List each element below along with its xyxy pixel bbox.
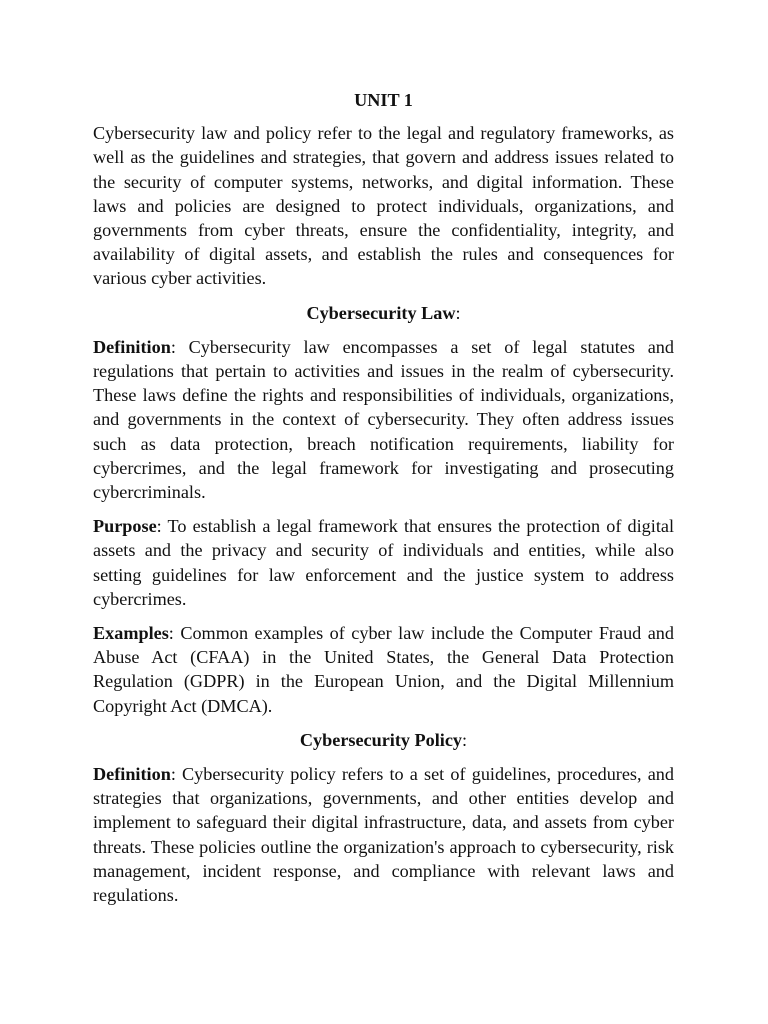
law-definition-paragraph [93, 335, 674, 504]
section-heading-law-label: Cybersecurity Law [306, 302, 456, 323]
document-page [93, 88, 674, 917]
law-definition-term: Definition [93, 336, 171, 357]
intro-paragraph: Cybersecurity law and policy refer to the legal and regulatory frameworks, as well as the guidelines and strategies, that govern and address issues related to the security of computer systems, networks, and digital information. These laws and policies are designed to protect individuals, organizations, and governments from cyber threats, ensure the confidentiality, integrity, and availability of digital assets, and establish the rules and consequences for various cyber activities. [93, 123, 674, 289]
law-definition-text: : Cybersecurity law encompasses a set of legal statutes and regulations that pertain to activities and issues in the realm of cybersecurity. These laws define the rights and responsibilities of individuals, organizations, and governments in the context of cybersecurity. They often address issues such as data protection, breach notification requirements, liability for cybercrimes, and the legal framework for investigating and prosecuting cybercriminals. [93, 336, 674, 503]
page-title: UNIT 1 [354, 90, 413, 110]
policy-definition-text: : Cybersecurity policy refers to a set of guidelines, procedures, and strategies that organizations, governments, and other entities develop and implement to safeguard their digital infrastructure, data, and assets from cyber threats. These policies outline the organization's approach to cybersecurity, risk management, incident response, and compliance with relevant laws and regulations. [93, 764, 674, 906]
policy-definition-term: Definition [93, 764, 171, 785]
section-heading-policy-label: Cybersecurity Policy [299, 729, 463, 750]
law-purpose-term: Purpose [93, 516, 157, 537]
law-examples-paragraph [93, 621, 674, 718]
law-purpose-text: : To establish a legal framework that ensures the protection of digital assets and the privacy and security of individuals and entities, while also setting guidelines for law enforcement and the justice system to address cybercrimes. [93, 516, 674, 609]
section-heading-law [93, 301, 674, 325]
section-heading-law-colon: : [455, 302, 461, 323]
law-examples-text: : Common examples of cyber law include the Computer Fraud and Abuse Act (CFAA) in the United States, the General Data Protection Regulation (GDPR) in the European Union, and the Digital Millennium Copyright Act (DMCA). [93, 623, 674, 716]
law-examples-term: Examples [93, 623, 169, 644]
law-purpose-paragraph [93, 514, 674, 611]
section-heading-policy [93, 728, 674, 752]
section-heading-policy-colon: : [462, 729, 468, 750]
policy-definition-paragraph [93, 762, 674, 907]
